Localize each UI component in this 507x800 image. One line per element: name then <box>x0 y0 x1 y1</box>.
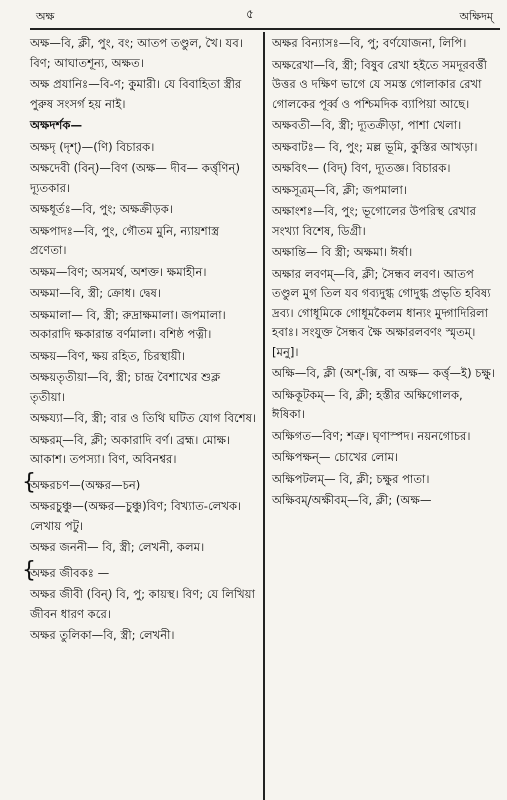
header-left-guideword: অক্ষ <box>36 10 55 23</box>
entry-10: অক্ষয়—বিণ, ক্ষয় রহিত, চিরস্থায়ী। <box>30 348 186 363</box>
entry-r12: অক্ষিপক্ষন্— চোখের লোম। <box>272 450 399 464</box>
entry-r11: অক্ষিগত—বিণ; শত্রু। ঘৃণাস্পদ। নয়নগোচর। <box>272 428 471 443</box>
entry-r6: অক্ষাংশঃ—বি, পুং; ভূগোলের উপরিস্থ রেখার সংখ্যা বিশেষ, ডিগ্রী। <box>272 204 477 238</box>
entry-5: অক্ষধূর্তঃ—বি, পুং; অক্ষক্রীড়ক। <box>30 202 173 216</box>
entry-1: অক্ষ প্রযানিঃ—বি-ণ; কুমারী। যে বিবাহিতা স্ত্রীর পুরুষ সংসর্গ হয় নাই। <box>30 77 242 111</box>
entry-14-text: অক্ষরচণ—(অক্ষর—চন) <box>30 477 141 492</box>
entry-r0: অক্ষর বিন্যাসঃ—বি, পু; বর্ণযোজনা, লিপি। <box>272 36 467 50</box>
entry-r4: অক্ষবিৎ— (বিদ্) বিণ, দ্যূতজ্ঞ। বিচারক। <box>272 161 451 175</box>
entry-2: অক্ষদর্শক— <box>30 118 83 132</box>
entry-r14: অক্ষিবম্/অক্ষীবম্—বি, ক্লী; (অক্ষ— <box>272 493 432 507</box>
entry-r13: অক্ষিপটলম্— বি, ক্লী; চক্ষুর পাতা। <box>272 471 430 486</box>
page-header <box>0 0 507 30</box>
entry-16: অক্ষর জননী— বি, স্ত্রী; লেখনী, কলম। <box>30 540 205 554</box>
brace-glyph: { <box>22 557 36 583</box>
entry-6: অক্ষপাদঃ—বি, পুং, গৌতম মুনি, ন্যায়শাস্ত্র প্রণেতা। <box>30 223 220 257</box>
entry-15: অক্ষরচুঞ্চু—(অক্ষর—চুঞ্চু)বিণ; বিখ্যাত-লেখক। লেখায় পটু। <box>30 499 242 533</box>
entry-11: অক্ষয়তৃতীয়া—বি, স্ত্রী; চান্দ্র বৈশাখের শুক্ল তৃতীয়া। <box>30 370 221 404</box>
entry-3: অক্ষদৃ (দৃশ্)—(ণি) বিচারক। <box>30 139 155 154</box>
entry-14 <box>22 469 257 496</box>
entry-13: অক্ষরম্—বি, ক্লী; অকারাদি বর্ণ। ব্রহ্ম। মোক্ষ। আকাশ। তপস্যা। বিণ, অবিনশ্বর। <box>30 432 231 466</box>
header-right-guideword: অক্ষিদম্ <box>459 10 493 23</box>
entry-r2: অক্ষবতী—বি, স্ত্রী; দ্যূতক্রীড়া, পাশা খেলা। <box>272 118 462 132</box>
column-divider <box>263 32 265 800</box>
entry-r5: অক্ষসূত্রম্—বি, ক্লী; জপমালা। <box>272 182 407 197</box>
entry-12: অক্ষয্যা—বি, স্ত্রী; বার ও তিথি ঘটিত যোগ বিশেষ। <box>30 411 257 425</box>
entry-r3: অক্ষবাটঃ— বি, পুং; মল্ল ভূমি, কুস্তির আখড়া। <box>272 139 478 154</box>
entry-r9: অক্ষি—বি, ক্লী (অশ্-ক্সি, বা অক্ষ— কর্ত্তৃ—ই) চক্ষু। <box>272 366 496 380</box>
right-column <box>272 34 499 794</box>
entry-17-text: অক্ষর জীবকঃ — <box>30 565 110 580</box>
entry-4: অক্ষদেবী (বিন্)—বিণ (অক্ষ— দীব— কর্ত্তৃণিন্) দ্যূতকার। <box>30 161 240 195</box>
entry-18: অক্ষর জীবী (বিন্) বি, পু; কায়স্থ। বিণ; যে লিখিয়া জীবন ধারণ করে। <box>30 587 255 621</box>
entry-8: অক্ষমা—বি, স্ত্রী; ক্রোধ। দ্বেষ। <box>30 286 162 300</box>
brace-glyph: { <box>22 469 36 495</box>
page-number: ৫ <box>246 7 254 21</box>
left-column <box>22 34 257 794</box>
entry-17 <box>22 557 257 584</box>
entry-7: অক্ষম—বিণ; অসমর্থ, অশক্ত। ক্ষমাহীন। <box>30 264 207 279</box>
entry-9: অক্ষমালা— বি, স্ত্রী; রুদ্রাক্ষমালা। জপমালা। অকারাদি ক্ষকারান্ত বর্ণমালা। বশিষ্ঠ পত্নী। <box>30 307 226 341</box>
header-rule <box>30 28 500 30</box>
entry-r1: অক্ষরেখা—বি, স্ত্রী; বিষুব রেখা হইতে সমদূরবর্ত্তী উত্তর ও দক্ষিণ ভাগে যে সমস্ত গোলাকার রেখা গোলকের পূর্ব্ব ও পশ্চিমদিক ব্যাপিয়া আছে। <box>272 57 487 111</box>
entry-r8: অক্ষার লবণম্—বি, ক্লী; সৈন্ধব লবণ। আতপ তণ্ডুল মুগ তিল যব গব্যদুগ্ধ গোদুগ্ধ প্রভৃতি হবিষ্য দ্রব্য। গোধূমিকে গোধূমকৈলম ধান্যং মুদ্গাদিরিলা হবাঃ। সংযুক্ত সৈন্ধব ক্ষৈ অক্ষারলবণং স্মৃতম্। [মনু]। <box>272 266 491 359</box>
entry-r10: অক্ষিকূটকম্— বি, ক্লী; হস্তীর অক্ষিগোলক, ঈষিকা। <box>272 387 463 421</box>
entry-19: অক্ষর তুলিকা—বি, স্ত্রী; লেখনী। <box>30 628 175 642</box>
entry-r7: অক্ষান্তি— বি স্ত্রী; অক্ষমা। ঈর্ষা। <box>272 245 413 259</box>
entry-0: অক্ষ—বি, ক্লী, পুং, বং; আতপ তণ্ডুল, খৈ। যব। বিণ; আঘাতশূন্য, অক্ষত। <box>30 36 243 70</box>
